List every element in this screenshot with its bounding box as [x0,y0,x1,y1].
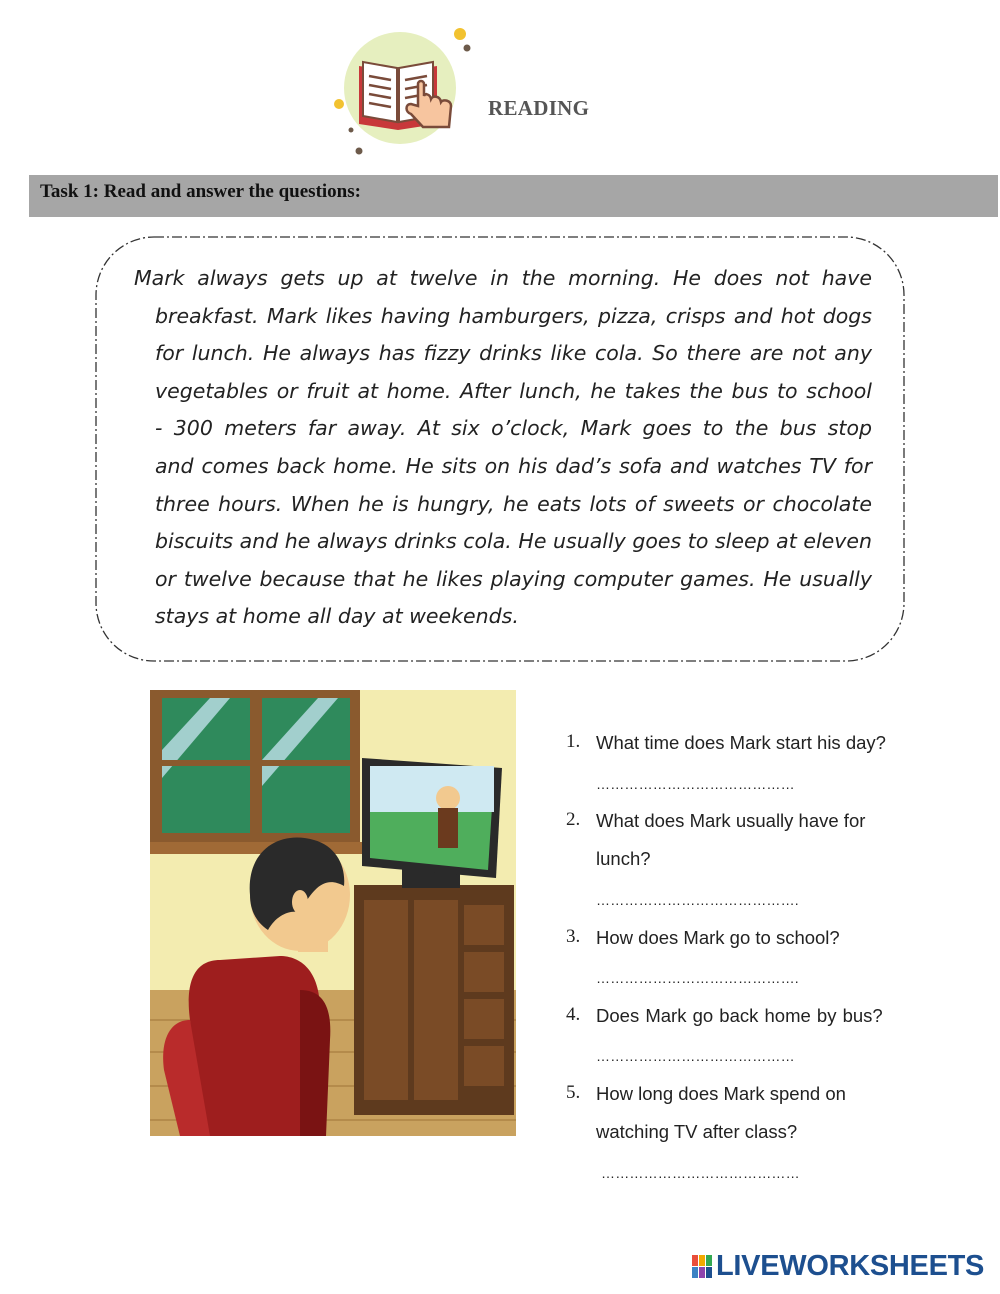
answer-blank[interactable]: ……………………………………. [596,892,799,908]
question-text: How long does Mark spend on [596,1083,846,1104]
question-number: 5. [566,1082,581,1103]
passage-line: Mark always gets up at twelve in the morning. He does not have [134,266,872,290]
brand-logo-text: LIVEWORKSHEETS [716,1250,985,1282]
open-book-pointer-icon [325,24,475,159]
question-text: watching TV after class? [596,1121,798,1142]
task-heading-bar [29,175,998,217]
question-number: 3. [566,926,581,947]
passage-line: vegetables or fruit at home. After lunch, he takes the bus to school [155,378,872,403]
passage-line: for lunch. He always has fizzy drinks like cola. So there are not any [155,341,872,366]
question-text: Does Mark go back home by bus? [596,1005,883,1026]
passage-line: or twelve because that he likes playing computer games. He usually [155,566,872,591]
passage-line: biscuits and he always drinks cola. He usually goes to sleep at eleven [155,529,872,554]
passage-line: breakfast. Mark likes having hamburgers, pizza, crisps and hot dogs [155,303,872,328]
passage-line: three hours. When he is hungry, he eats lots of sweets or chocolate [155,491,872,516]
question-number: 2. [566,809,581,830]
passage-line: and comes back home. He sits on his dad’s sofa and watches TV for [155,453,872,478]
task-label: Task 1: Read and answer the questions: [40,181,361,202]
question-text: How does Mark go to school? [596,927,840,948]
passage-line: - 300 meters far away. At six o’clock, Mark goes to the bus stop [155,416,872,441]
question-number: 4. [566,1004,581,1025]
answer-blank[interactable]: …………………………………… [596,1048,795,1064]
page-title: READING [488,96,590,120]
question-number: 1. [566,731,581,752]
question-text: What time does Mark start his day? [596,732,886,753]
answer-blank[interactable]: …………………………………… [596,776,795,792]
boy-watching-tv-illustration [150,690,516,1136]
question-text: lunch? [596,848,651,869]
reading-passage [134,260,872,636]
liveworksheets-logo-icon [692,1255,714,1279]
answer-blank[interactable]: ……………………………………. [596,970,799,986]
passage-line: stays at home all day at weekends. [155,604,519,629]
question-text: What does Mark usually have for [596,810,866,831]
answer-blank[interactable]: …………………………………… [601,1165,800,1181]
